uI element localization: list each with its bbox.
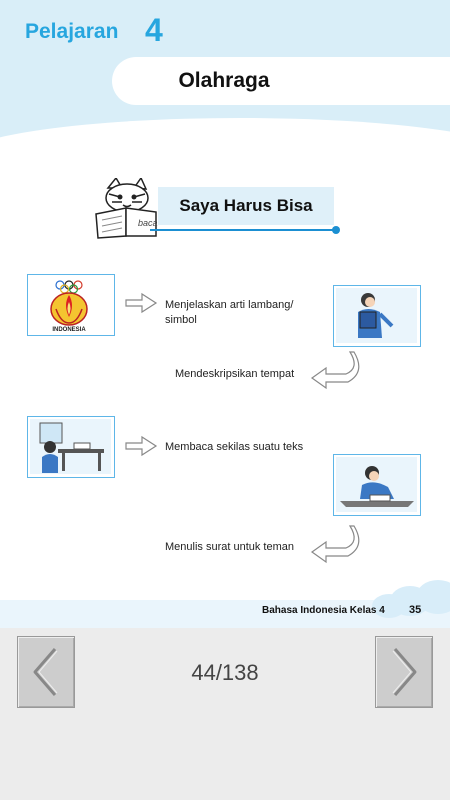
prev-page-button[interactable] — [17, 636, 75, 708]
badge-dot — [332, 226, 340, 234]
chevron-left-icon — [18, 637, 74, 707]
arrow-right-icon — [124, 434, 158, 458]
badge-title: Saya Harus Bisa — [179, 196, 313, 215]
reading-card — [333, 285, 421, 347]
next-page-button[interactable] — [375, 636, 433, 708]
page-counter: 44/138 — [191, 660, 259, 685]
writing-card — [333, 454, 421, 516]
chevron-right-icon — [376, 637, 432, 707]
flame-emblem-icon — [51, 293, 87, 325]
objective-3: Membaca sekilas suatu teks — [165, 441, 304, 453]
footer-page-number: 35 — [409, 604, 422, 616]
lesson-number: 4 — [145, 12, 163, 48]
objective-2: Mendeskripsikan tempat — [175, 368, 295, 380]
footer-book-title: Bahasa Indonesia Kelas 4 — [262, 605, 385, 616]
arrow-curve-icon — [308, 350, 364, 390]
arrow-right-icon — [124, 291, 158, 315]
badge-underline — [150, 229, 336, 231]
arrow-curve-icon — [308, 524, 364, 564]
objective-4: Menulis surat untuk teman — [165, 541, 295, 553]
cat-mascot-icon — [94, 178, 160, 245]
olympic-rings-icon — [56, 281, 82, 293]
lesson-label: Pelajaran — [25, 20, 119, 43]
desk-card — [27, 416, 115, 478]
emblem-text: INDONESIA — [52, 327, 86, 333]
objective-1: Menjelaskan arti lambang/ simbol — [165, 299, 294, 326]
book-text: baca — [138, 218, 158, 228]
header-curve — [0, 118, 450, 198]
emblem-card — [27, 274, 115, 336]
page-title: Olahraga — [178, 69, 270, 92]
